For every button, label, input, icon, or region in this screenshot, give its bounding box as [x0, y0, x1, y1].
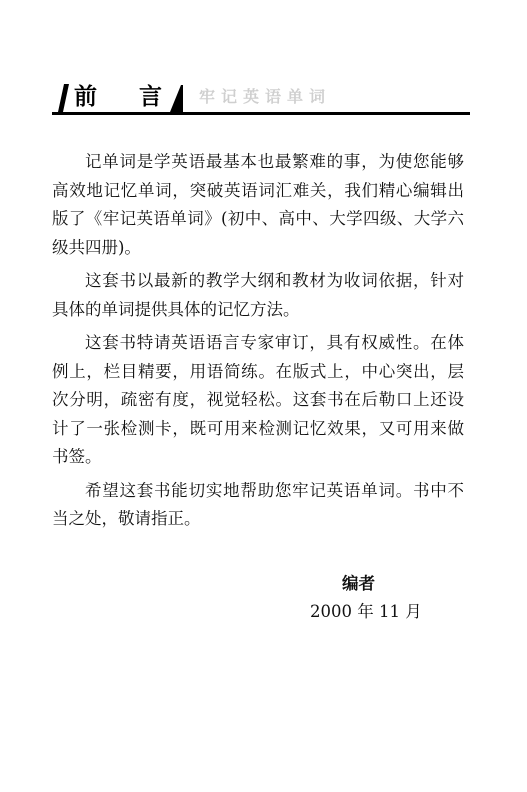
paragraph: 这套书以最新的教学大纲和教材为收词依据，针对具体的单词提供具体的记忆方法。 [52, 271, 464, 319]
heading-underline [52, 112, 470, 115]
preface-title: 前 言 [74, 83, 180, 110]
signature-block [300, 570, 430, 626]
paragraph: 希望这套书能切实地帮助您牢记英语单词。书中不当之处，敬请指正。 [52, 480, 464, 528]
paragraph: 这套书特请英语语言专家审订，具有权威性。在体例上，栏目精要，用语简练。在版式上，中心突出，层次分明，疏密有度，视觉轻松。这套书在后勒口上还设计了一张检测卡，既可用来检测记忆效果，又可用来做书签。 [52, 333, 464, 466]
left-slash-mark [58, 84, 69, 112]
preface-heading-bar [52, 82, 470, 112]
editor-signature: 编者 [342, 574, 375, 593]
paragraph: 记单词是学英语最基本也最繁难的事，为使您能够高效地记忆单词，突破英语词汇难关，我们精心编辑出版了《牢记英语单词》(初中、高中、大学四级、大学六级共四册)。 [52, 152, 464, 257]
preface-body [52, 148, 464, 539]
publication-date: 2000 年 11 月 [310, 602, 422, 621]
heading-watermark: 牢记英语单词 [199, 87, 332, 106]
